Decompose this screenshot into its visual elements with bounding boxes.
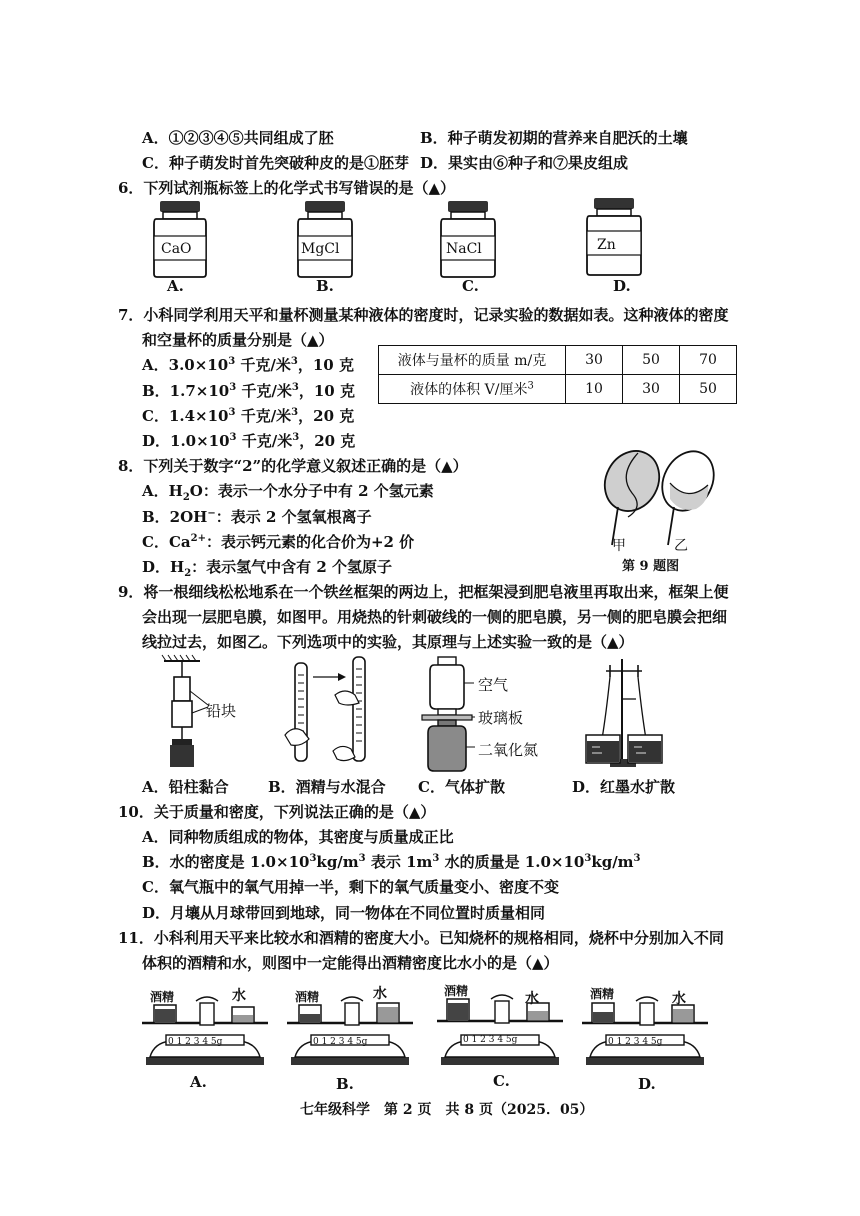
balance-d-option: D.	[638, 1075, 656, 1093]
balance-d-label-alcohol: 酒精	[590, 987, 615, 1001]
balance-c-label-alcohol: 酒精	[444, 984, 469, 998]
fig9-label-jia: 甲	[612, 538, 626, 554]
q10-stem: 10．关于质量和密度，下列说法正确的是（▲）	[118, 803, 436, 821]
label-glass-plate: 玻璃板	[478, 709, 524, 727]
q5-option-a: A．①②③④⑤共同组成了胚	[142, 129, 334, 147]
q8-option-c: C．$Ca^{2+}$：表示钙元素的化合价为+2 价	[142, 533, 415, 551]
balance-c-scale: 0 1 2 3 4 5g	[463, 1035, 518, 1045]
q7-option-c: C．$1.4\times 10^3$ 千克/米$^3$，20 克	[142, 407, 355, 425]
balance-a-label-water: 水	[232, 988, 246, 1004]
table-cell: 10	[566, 375, 623, 404]
label-air: 空气	[478, 676, 509, 694]
label-lead: 铅块	[206, 702, 237, 720]
q8-option-a: A．$H_2O$：表示一个水分子中有 2 个氢元素	[142, 482, 434, 503]
q10-option-c: C．氧气瓶中的氧气用掉一半，剩下的氧气质量变小、密度不变	[142, 878, 559, 896]
q9-option-a: A．铅柱黏合	[142, 778, 229, 796]
table-header-volume: 液体的体积 V/厘米$^3$	[379, 375, 566, 404]
q7-data-table	[378, 345, 737, 404]
q9-stem-line1: 9．将一根细线松松地系在一个铁丝框架的两边上，把框架浸到肥皂液里再取出来，框架上便	[118, 583, 729, 601]
q11-stem-line2: 体积的酒精和水，则图中一定能得出酒精密度比水小的是（▲）	[142, 954, 559, 972]
balance-c-label-water: 水	[525, 991, 539, 1007]
balance-b-label-water: 水	[373, 986, 387, 1002]
q10-option-b: B．水的密度是 $1.0\times 10^3kg/m^3$ 表示 $1m^3$ 水的质量是 $1.0\times 10^3kg/m^3$	[142, 853, 641, 871]
balance-d-scale: 0 1 2 3 4 5g	[608, 1037, 663, 1047]
gas-diffusion-figure	[420, 655, 475, 773]
balance-b-option: B.	[336, 1075, 354, 1093]
q7-option-d: D．$1.0\times 10^3$ 千克/米$^3$，20 克	[142, 432, 356, 450]
bottle-c-icon	[437, 200, 499, 278]
q5-option-c: C．种子萌发时首先突破种皮的是①胚芽	[142, 154, 409, 172]
table-cell: 30	[566, 346, 623, 375]
fig9-caption: 第 9 题图	[622, 559, 680, 574]
table-header-mass: 液体与量杯的质量 m/克	[379, 346, 566, 375]
q7-option-b: B．$1.7\times 10^3$ 千克/米$^3$，10 克	[142, 382, 355, 400]
table-cell: 30	[623, 375, 680, 404]
bottle-a-option: A.	[167, 277, 184, 295]
q8-option-b: B．2OH−：表示 2 个氢氧根离子	[142, 508, 372, 526]
balance-c-option: C.	[493, 1072, 510, 1090]
q11-stem-line1: 11．小科利用天平来比较水和酒精的密度大小。已知烧杯的规格相同，烧杯中分别加入不同	[118, 929, 724, 947]
label-no2: 二氧化氮	[478, 741, 539, 759]
q9-option-c: C．气体扩散	[418, 778, 505, 796]
fig9-label-yi: 乙	[674, 538, 688, 554]
q7-stem-line1: 7．小科同学利用天平和量杯测量某种液体的密度时，记录实验的数据如表。这种液体的密度	[118, 306, 729, 324]
balance-b-label-alcohol: 酒精	[295, 990, 320, 1004]
table-cell: 50	[623, 346, 680, 375]
balance-a-scale: 0 1 2 3 4 5g	[168, 1037, 223, 1047]
table-cell: 50	[680, 375, 737, 404]
bottle-c-label: NaCl	[446, 241, 482, 257]
q9-option-b: B．酒精与水混合	[268, 778, 386, 796]
q6-stem: 6．下列试剂瓶标签上的化学式书写错误的是（▲）	[118, 179, 455, 197]
alcohol-water-tubes-figure	[283, 655, 383, 775]
page-footer: 七年级科学 第 2 页 共 8 页（2025．05）	[300, 1102, 594, 1118]
balance-a-label-alcohol: 酒精	[150, 990, 175, 1004]
bottle-a-icon	[150, 200, 210, 278]
bottle-c-option: C.	[462, 277, 479, 295]
q10-option-a: A．同种物质组成的物体，其密度与质量成正比	[142, 828, 454, 846]
q8-option-d: D．$H_2$：表示氢气中含有 2 个氢原子	[142, 558, 393, 579]
balance-b-scale: 0 1 2 3 4 5g	[313, 1037, 368, 1047]
q10-option-d: D．月壤从月球带回到地球，同一物体在不同位置时质量相同	[142, 904, 546, 922]
q5-option-b: B．种子萌发初期的营养来自肥沃的土壤	[420, 129, 688, 147]
balance-d-label-water: 水	[672, 991, 686, 1007]
table-row	[379, 375, 737, 404]
q9-stem-line2: 会出现一层肥皂膜，如图甲。用烧热的针刺破线的一侧的肥皂膜，另一侧的肥皂膜会把细	[142, 608, 728, 626]
bottle-a-label: CaO	[161, 241, 192, 257]
q7-stem-line2: 和空量杯的质量分别是（▲）	[142, 331, 334, 349]
table-row	[379, 346, 737, 375]
q7-option-a: A．$3.0\times 10^3$ 千克/米$^3$，10 克	[142, 356, 354, 374]
q9-option-d: D．红墨水扩散	[572, 778, 676, 796]
table-cell: 70	[680, 346, 737, 375]
q5-option-d: D．果实由⑥种子和⑦果皮组成	[420, 154, 629, 172]
bottle-d-label: Zn	[597, 237, 616, 253]
bottle-b-option: B.	[316, 277, 334, 295]
bottle-b-label: MgCl	[301, 241, 340, 257]
red-ink-diffusion-figure	[580, 655, 672, 770]
q8-stem: 8．下列关于数字“2”的化学意义叙述正确的是（▲）	[118, 457, 468, 475]
balance-a-option: A.	[190, 1073, 207, 1091]
bottle-b-icon	[294, 200, 356, 278]
q9-stem-line3: 线拉过去，如图乙。下列选项中的实验，其原理与上述实验一致的是（▲）	[142, 633, 634, 651]
bottle-d-option: D.	[613, 277, 631, 295]
